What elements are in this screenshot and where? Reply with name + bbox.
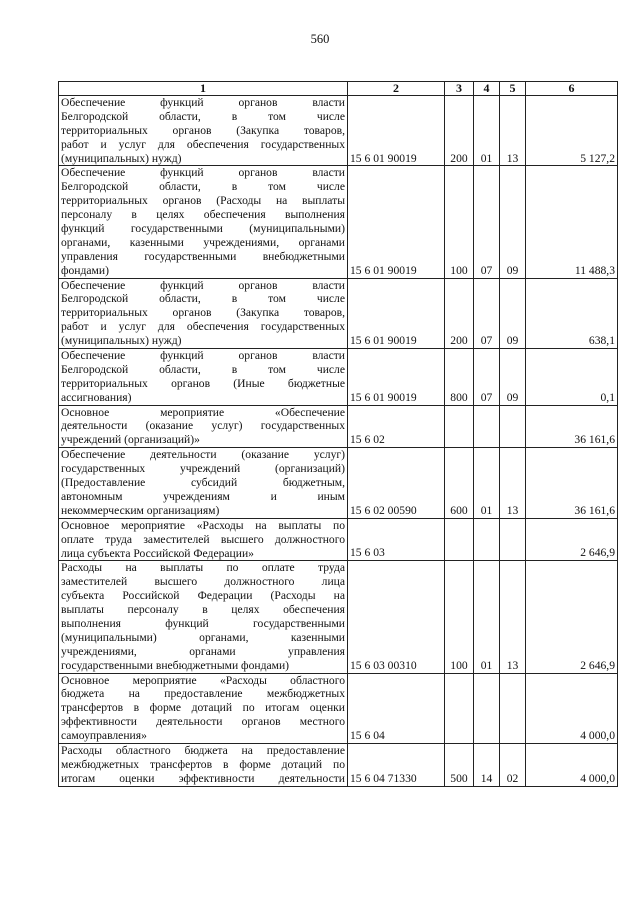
row-amount: 5 127,2 (526, 96, 618, 166)
row-expense-type: 200 (445, 278, 474, 348)
row-amount: 638,1 (526, 278, 618, 348)
row-subsection (500, 518, 526, 561)
row-section: 07 (474, 349, 500, 406)
description-line: Основное мероприятие «Расходы на выплаты по (61, 518, 345, 532)
row-code: 15 6 03 00310 (348, 561, 445, 673)
table-row (59, 673, 618, 743)
row-expense-type: 200 (445, 96, 474, 166)
row-section (474, 405, 500, 448)
row-section (474, 518, 500, 561)
row-subsection (500, 405, 526, 448)
row-code: 15 6 01 90019 (348, 349, 445, 406)
header-col-4: 4 (474, 82, 500, 96)
row-subsection: 02 (500, 743, 526, 786)
description-line: некоммерческим организациям) (61, 503, 220, 517)
row-expense-type (445, 518, 474, 561)
row-subsection: 13 (500, 96, 526, 166)
budget-table (58, 81, 618, 787)
row-section: 01 (474, 448, 500, 518)
description-line: заместителей высшего должностного лица (61, 575, 345, 589)
row-description (59, 349, 348, 406)
description-line: трансфертов в форме дотаций по итогам оценки (61, 701, 345, 715)
description-line: субъекта Российской Федерации (Расходы на (61, 589, 345, 603)
description-line: учреждений (организаций)» (61, 433, 200, 447)
row-section: 14 (474, 743, 500, 786)
row-amount: 0,1 (526, 349, 618, 406)
description-line: территориальных органов (Закупка товаров, (61, 123, 345, 137)
row-subsection: 09 (500, 166, 526, 278)
table-row (59, 278, 618, 348)
description-line: Расходы на выплаты по оплате труда (61, 561, 345, 575)
description-line: территориальных органов (Закупка товаров, (61, 306, 345, 320)
description-line: территориальных органов (Расходы на выплаты (61, 194, 345, 208)
row-subsection (500, 673, 526, 743)
row-code: 15 6 02 (348, 405, 445, 448)
description-line: ассигнования) (61, 390, 132, 404)
row-section: 01 (474, 96, 500, 166)
description-line: Расходы областного бюджета на предоставление (61, 743, 345, 757)
row-code: 15 6 03 (348, 518, 445, 561)
description-line: лица субъекта Российской Федерации» (61, 546, 254, 560)
description-line: территориальных органов (Иные бюджетные (61, 376, 345, 390)
row-code: 15 6 02 00590 (348, 448, 445, 518)
row-expense-type: 500 (445, 743, 474, 786)
description-line: самоуправления» (61, 729, 147, 743)
row-expense-type (445, 673, 474, 743)
description-line: Обеспечение функций органов власти (61, 278, 345, 292)
table-row (59, 518, 618, 561)
row-subsection: 09 (500, 278, 526, 348)
description-line: Белгородской области, в том числе (61, 109, 345, 123)
description-line: выполнения функций государственными (61, 616, 345, 630)
description-line: выплаты персоналу в целях обеспечения (61, 603, 345, 617)
table-row (59, 561, 618, 673)
row-expense-type: 100 (445, 166, 474, 278)
description-line: (муниципальными) органами, казенными (61, 630, 345, 644)
table-row (59, 349, 618, 406)
row-subsection: 13 (500, 561, 526, 673)
row-section: 01 (474, 561, 500, 673)
row-description (59, 518, 348, 561)
header-col-5: 5 (500, 82, 526, 96)
row-code: 15 6 04 71330 (348, 743, 445, 786)
description-line: Белгородской области, в том числе (61, 180, 345, 194)
row-code: 15 6 04 (348, 673, 445, 743)
row-code: 15 6 01 90019 (348, 96, 445, 166)
row-description (59, 673, 348, 743)
row-expense-type: 800 (445, 349, 474, 406)
header-col-2: 2 (348, 82, 445, 96)
description-line: автономным учреждениям и иным (61, 489, 345, 503)
table-row (59, 743, 618, 786)
row-code: 15 6 01 90019 (348, 166, 445, 278)
row-subsection: 09 (500, 349, 526, 406)
description-line: Обеспечение функций органов власти (61, 166, 345, 180)
row-description (59, 448, 348, 518)
row-description (59, 166, 348, 278)
row-expense-type: 600 (445, 448, 474, 518)
row-expense-type: 100 (445, 561, 474, 673)
row-expense-type (445, 405, 474, 448)
row-amount: 11 488,3 (526, 166, 618, 278)
description-line: Белгородской области, в том числе (61, 292, 345, 306)
description-line: органами, казенными учреждениями, органами (61, 235, 345, 249)
description-line: Основное мероприятие «Расходы областного (61, 673, 345, 687)
table-row (59, 448, 618, 518)
description-line: Белгородской области, в том числе (61, 362, 345, 376)
description-line: Основное мероприятие «Обеспечение (61, 405, 345, 419)
header-col-6: 6 (526, 82, 618, 96)
row-section (474, 673, 500, 743)
row-description (59, 405, 348, 448)
header-row (59, 82, 618, 96)
row-description (59, 96, 348, 166)
row-amount: 4 000,0 (526, 743, 618, 786)
table-row (59, 405, 618, 448)
description-line: управления государственными внебюджетными (61, 249, 345, 263)
row-section: 07 (474, 166, 500, 278)
description-line: Обеспечение функций органов власти (61, 349, 345, 363)
row-section: 07 (474, 278, 500, 348)
row-description (59, 278, 348, 348)
row-description (59, 561, 348, 673)
description-line: государственных учреждений (организаций) (61, 462, 345, 476)
header-col-1: 1 (59, 82, 348, 96)
description-line: работ и услуг для обеспечения государственных (61, 137, 345, 151)
row-amount: 2 646,9 (526, 561, 618, 673)
description-line: деятельности (оказание услуг) государственных (61, 419, 345, 433)
description-line: эффективности деятельности органов местного (61, 715, 345, 729)
description-line: фондами) (61, 263, 109, 277)
row-subsection: 13 (500, 448, 526, 518)
description-line: функций государственными (муниципальными) (61, 222, 345, 236)
description-line: межбюджетных трансфертов в форме дотаций по (61, 757, 345, 771)
description-line: (муниципальных) нужд) (61, 151, 182, 165)
description-line: учреждениями, органами управления (61, 644, 345, 658)
description-line: Обеспечение функций органов власти (61, 96, 345, 109)
description-line: (Предоставление субсидий бюджетным, (61, 476, 345, 490)
table-row (59, 166, 618, 278)
description-line: Обеспечение деятельности (оказание услуг) (61, 448, 345, 462)
description-line: государственными внебюджетными фондами) (61, 658, 290, 672)
row-amount: 2 646,9 (526, 518, 618, 561)
row-amount: 36 161,6 (526, 405, 618, 448)
row-amount: 36 161,6 (526, 448, 618, 518)
row-description (59, 743, 348, 786)
description-line: работ и услуг для обеспечения государственных (61, 320, 345, 334)
page-number: 560 (310, 32, 330, 46)
description-line: итогам оценки эффективности деятельности (61, 771, 345, 785)
description-line: персоналу в целях обеспечения выполнения (61, 208, 345, 222)
description-line: (муниципальных) нужд) (61, 334, 182, 348)
row-amount: 4 000,0 (526, 673, 618, 743)
header-col-3: 3 (445, 82, 474, 96)
description-line: оплате труда заместителей высшего должностного (61, 532, 345, 546)
table-row (59, 96, 618, 166)
row-code: 15 6 01 90019 (348, 278, 445, 348)
description-line: бюджета на предоставление межбюджетных (61, 687, 345, 701)
